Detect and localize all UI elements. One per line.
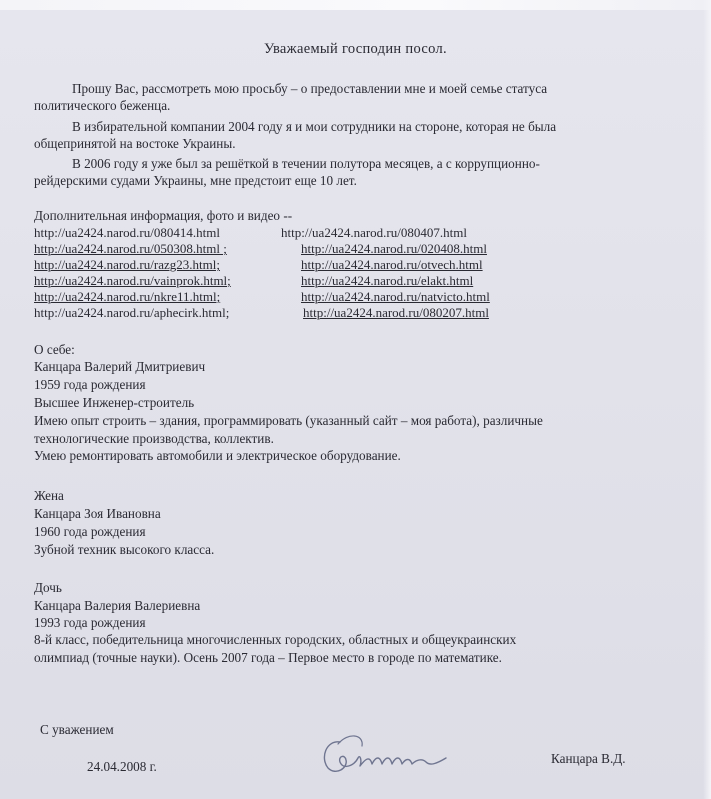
about-line: Умею ремонтировать автомобили и электрическое оборудование. bbox=[34, 448, 401, 463]
paragraph-line: рейдерскими судами Украины, мне предстоит еще 10 лет. bbox=[34, 173, 357, 188]
wife-line: Зубной техник высокого класса. bbox=[34, 542, 215, 557]
daughter-line: олимпиад (точные науки). Осень 2007 года – Первое место в городе по математике. bbox=[34, 650, 502, 665]
link-right[interactable]: http://ua2424.narod.ru/020408.html bbox=[301, 241, 487, 256]
paragraph-line: В 2006 году я уже был за решёткой в течении полутора месяцев, а с коррупционно- bbox=[72, 156, 540, 171]
closing-phrase: С уважением bbox=[40, 722, 114, 737]
wife-line: 1960 года рождения bbox=[34, 524, 146, 539]
letter-date: 24.04.2008 г. bbox=[87, 759, 157, 774]
link-left[interactable]: http://ua2424.narod.ru/050308.html ; bbox=[34, 241, 227, 256]
about-line: Имею опыт строить – здания, программировать (указанный сайт – моя работа), различные bbox=[34, 413, 543, 428]
paper-edge-right bbox=[703, 0, 711, 799]
wife-line: Канцара Зоя Ивановна bbox=[34, 506, 161, 521]
link-right[interactable]: http://ua2424.narod.ru/natvicto.html bbox=[301, 289, 490, 304]
link-right[interactable]: http://ua2424.narod.ru/080407.html bbox=[281, 225, 467, 240]
link-left[interactable]: http://ua2424.narod.ru/razg23.html; bbox=[34, 257, 220, 272]
about-line: Канцара Валерий Дмитриевич bbox=[34, 359, 206, 374]
paragraph-line: Прошу Вас, рассмотреть мою просьбу – о предоставлении мне и моей семье статуса bbox=[72, 81, 548, 96]
about-line: 1959 года рождения bbox=[34, 377, 146, 392]
link-right[interactable]: http://ua2424.narod.ru/elakt.html bbox=[301, 273, 474, 288]
link-right[interactable]: http://ua2424.narod.ru/080207.html bbox=[303, 305, 489, 320]
wife-heading: Жена bbox=[34, 488, 64, 503]
link-left[interactable]: http://ua2424.narod.ru/aphecirk.html; bbox=[34, 305, 230, 320]
about-line: технологические производства, коллектив. bbox=[34, 431, 274, 446]
about-heading: О себе: bbox=[34, 342, 75, 357]
link-left[interactable]: http://ua2424.narod.ru/vainprok.html; bbox=[34, 273, 231, 288]
handwritten-signature bbox=[318, 728, 453, 783]
paper-edge-top bbox=[0, 0, 711, 10]
daughter-line: 1993 года рождения bbox=[34, 615, 146, 630]
about-line: Высшее Инженер-строитель bbox=[34, 395, 195, 410]
daughter-line: 8-й класс, победительница многочисленных городских, областных и общеукраинских bbox=[34, 632, 517, 647]
link-left[interactable]: http://ua2424.narod.ru/nkre11.html; bbox=[34, 289, 221, 304]
paragraph-line: общепринятой на востоке Украины. bbox=[34, 136, 236, 151]
daughter-heading: Дочь bbox=[34, 580, 62, 595]
link-left[interactable]: http://ua2424.narod.ru/080414.html bbox=[34, 225, 220, 240]
link-right[interactable]: http://ua2424.narod.ru/otvech.html bbox=[301, 257, 483, 272]
letter-title: Уважаемый господин посол. bbox=[264, 41, 447, 57]
links-intro: Дополнительная информация, фото и видео -- bbox=[34, 208, 293, 223]
paragraph-line: В избирательной компании 2004 году я и мои сотрудники на стороне, которая не была bbox=[72, 119, 557, 134]
daughter-line: Канцара Валерия Валериевна bbox=[34, 598, 201, 613]
paragraph-line: политического беженца. bbox=[34, 98, 171, 113]
author-name: Канцара В.Д. bbox=[551, 751, 626, 766]
